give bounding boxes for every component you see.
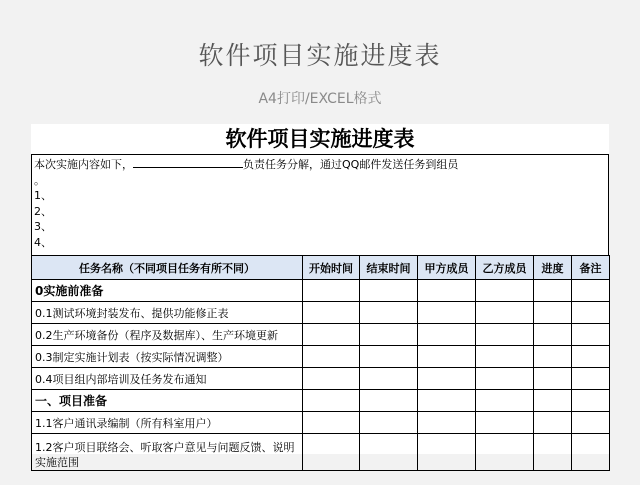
party-b-cell[interactable]	[476, 368, 534, 390]
party-b-cell[interactable]	[476, 302, 534, 324]
progress-cell[interactable]	[534, 324, 572, 346]
task-name-cell[interactable]: 一、项目准备	[32, 390, 303, 412]
intro-block	[31, 155, 609, 255]
table-body	[32, 280, 610, 471]
start-time-cell[interactable]	[303, 412, 360, 434]
party-b-cell[interactable]	[476, 434, 534, 471]
end-time-cell[interactable]	[360, 390, 418, 412]
party-a-cell[interactable]	[418, 390, 476, 412]
task-name-cell[interactable]: 0.3制定实施计划表（按实际情况调整）	[32, 346, 303, 368]
party-b-cell[interactable]	[476, 280, 534, 302]
task-name-cell[interactable]: 0.2生产环境备份（程序及数据库）、生产环境更新	[32, 324, 303, 346]
task-table	[31, 255, 610, 471]
remarks-cell[interactable]	[572, 302, 610, 324]
header-party-b: 乙方成员	[476, 256, 534, 280]
end-time-cell[interactable]	[360, 324, 418, 346]
remarks-cell[interactable]	[572, 412, 610, 434]
progress-cell[interactable]	[534, 412, 572, 434]
party-a-cell[interactable]	[418, 412, 476, 434]
start-time-cell[interactable]	[303, 346, 360, 368]
intro-item: 3、	[34, 220, 52, 233]
intro-blank	[133, 156, 243, 168]
remarks-cell[interactable]	[572, 368, 610, 390]
intro-item: 2、	[34, 204, 52, 218]
end-time-cell[interactable]	[360, 434, 418, 471]
remarks-cell[interactable]	[572, 434, 610, 471]
sheet-title: 软件项目实施进度表	[31, 124, 609, 155]
progress-cell[interactable]	[534, 434, 572, 471]
intro-suffix: 负责任务分解，通过QQ邮件发送任务到组员	[243, 158, 459, 171]
task-name-cell[interactable]: 0.1测试环境封装发布、提供功能修正表	[32, 302, 303, 324]
party-b-cell[interactable]	[476, 346, 534, 368]
task-name-cell[interactable]: 1.2客户项目联络会、听取客户意见与问题反馈、说明实施范围	[32, 434, 303, 471]
table-row	[32, 280, 610, 302]
table-header-row	[32, 256, 610, 280]
table-row	[32, 346, 610, 368]
table-row	[32, 302, 610, 324]
header-start-time: 开始时间	[303, 256, 360, 280]
party-b-cell[interactable]	[476, 390, 534, 412]
remarks-cell[interactable]	[572, 390, 610, 412]
page-title: 软件项目实施进度表	[198, 41, 442, 70]
start-time-cell[interactable]	[303, 302, 360, 324]
progress-cell[interactable]	[534, 346, 572, 368]
start-time-cell[interactable]	[303, 390, 360, 412]
start-time-cell[interactable]	[303, 434, 360, 471]
party-a-cell[interactable]	[418, 434, 476, 471]
end-time-cell[interactable]	[360, 346, 418, 368]
intro-item: 4、	[34, 235, 52, 249]
remarks-cell[interactable]	[572, 346, 610, 368]
spreadsheet	[31, 124, 609, 469]
party-a-cell[interactable]	[418, 346, 476, 368]
page-subtitle: A4打印/EXCEL格式	[258, 91, 382, 107]
task-name-cell[interactable]: 0实施前准备	[32, 280, 303, 302]
intro-line-2: 。	[34, 173, 45, 187]
end-time-cell[interactable]	[360, 280, 418, 302]
table-row	[32, 368, 610, 390]
progress-cell[interactable]	[534, 368, 572, 390]
party-b-cell[interactable]	[476, 324, 534, 346]
intro-prefix: 本次实施内容如下，	[34, 158, 133, 171]
progress-cell[interactable]	[534, 302, 572, 324]
intro-item: 1、	[34, 189, 52, 202]
task-name-cell[interactable]: 0.4项目组内部培训及任务发布通知	[32, 368, 303, 390]
start-time-cell[interactable]	[303, 324, 360, 346]
progress-cell[interactable]	[534, 390, 572, 412]
intro-line-1	[34, 156, 608, 173]
table-row	[32, 412, 610, 434]
start-time-cell[interactable]	[303, 368, 360, 390]
table-row	[32, 390, 610, 412]
header-task-name: 任务名称（不同项目任务有所不同）	[32, 256, 303, 280]
remarks-cell[interactable]	[572, 324, 610, 346]
end-time-cell[interactable]	[360, 302, 418, 324]
party-a-cell[interactable]	[418, 368, 476, 390]
task-name-cell[interactable]: 1.1客户通讯录编制（所有科室用户）	[32, 412, 303, 434]
header-end-time: 结束时间	[360, 256, 418, 280]
end-time-cell[interactable]	[360, 368, 418, 390]
progress-cell[interactable]	[534, 280, 572, 302]
header-party-a: 甲方成员	[418, 256, 476, 280]
party-a-cell[interactable]	[418, 324, 476, 346]
header-remarks: 备注	[572, 256, 610, 280]
party-a-cell[interactable]	[418, 280, 476, 302]
end-time-cell[interactable]	[360, 412, 418, 434]
table-row	[32, 324, 610, 346]
party-a-cell[interactable]	[418, 302, 476, 324]
header-progress: 进度	[534, 256, 572, 280]
remarks-cell[interactable]	[572, 280, 610, 302]
start-time-cell[interactable]	[303, 280, 360, 302]
party-b-cell[interactable]	[476, 412, 534, 434]
table-row	[32, 434, 610, 471]
